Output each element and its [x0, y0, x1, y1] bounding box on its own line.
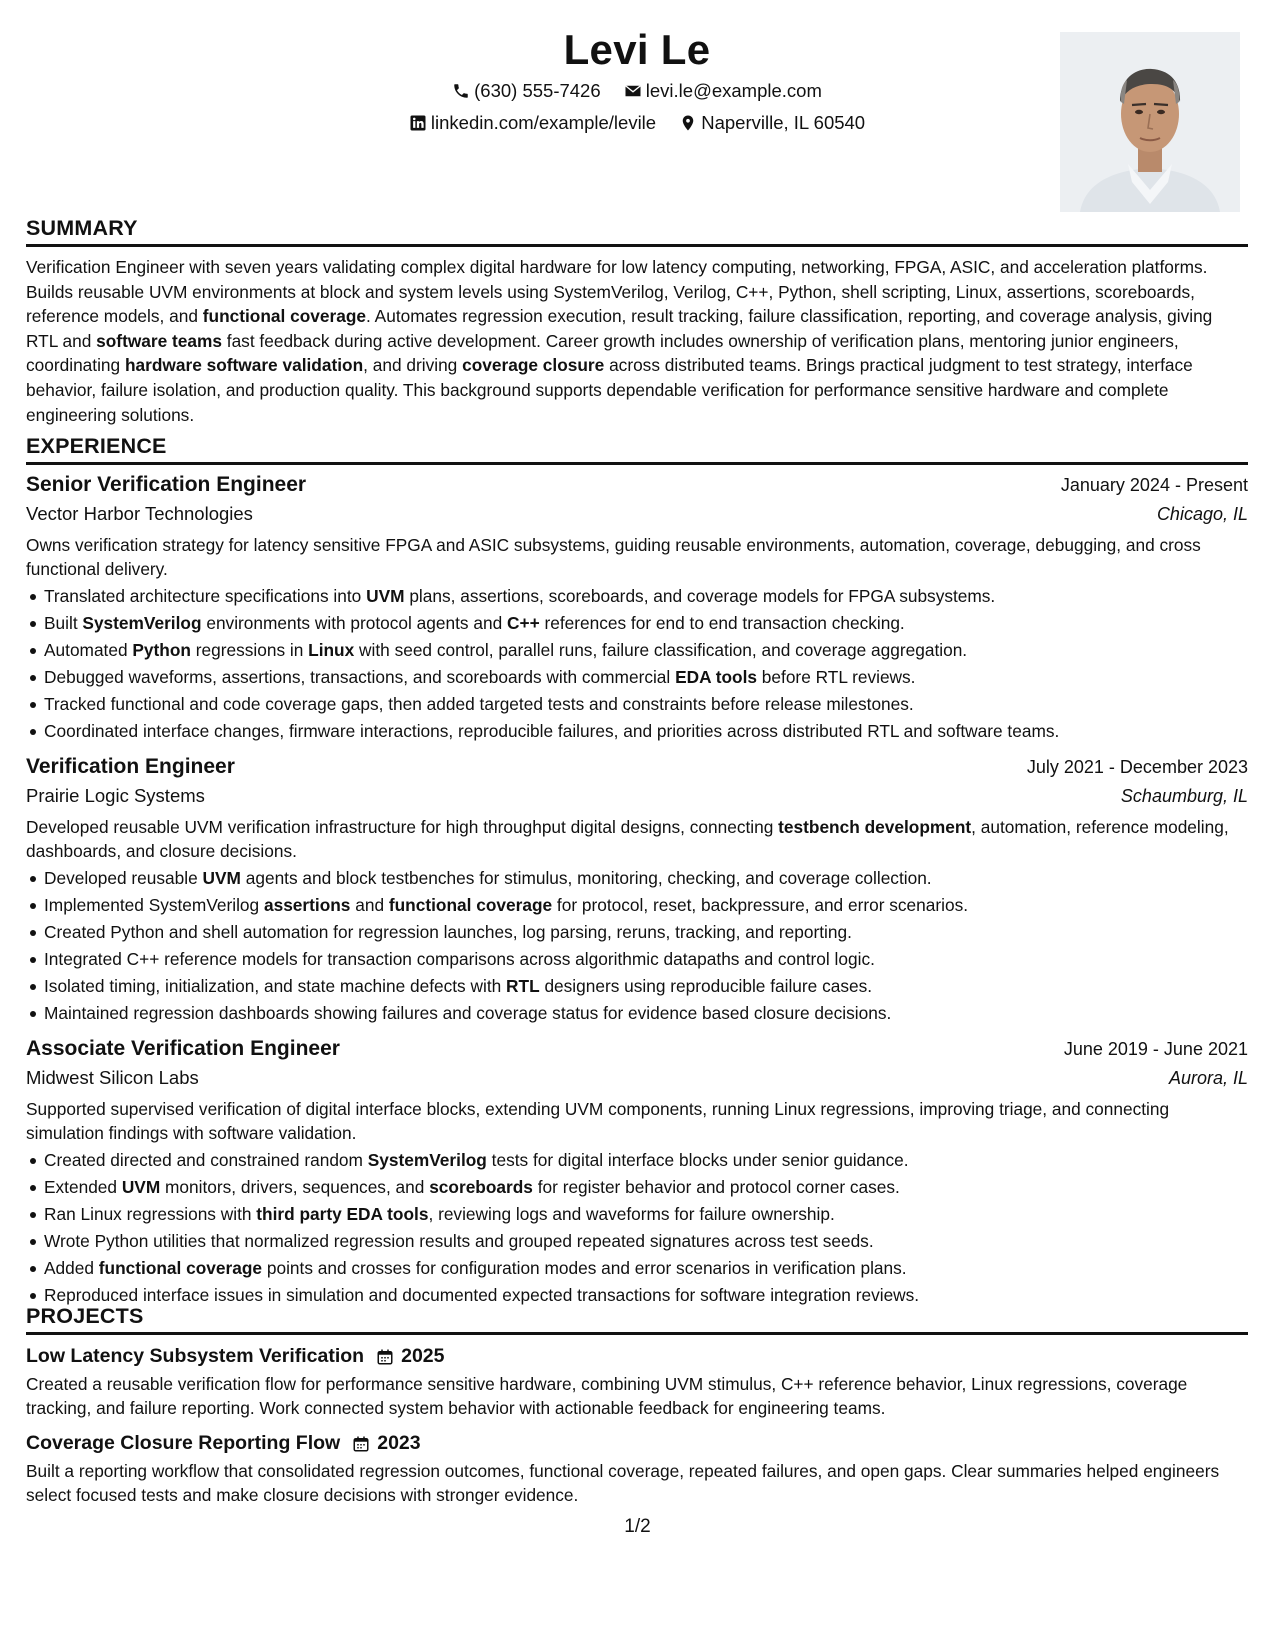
project-entry — [26, 1345, 1248, 1420]
calendar-icon — [352, 1435, 370, 1453]
summary-section — [26, 216, 1248, 427]
bullet-item: Maintained regression dashboards showing failures and coverage status for evidence based closure decisions. — [26, 1000, 1248, 1027]
job-company: Vector Harbor Technologies — [26, 503, 253, 524]
bold-keyword: functional coverage — [202, 306, 367, 327]
job-company: Midwest Silicon Labs — [26, 1067, 199, 1088]
job-title-row — [26, 1037, 1248, 1061]
bullet-item: Tracked functional and code coverage gaps, then added targeted tests and constraints before release milestones. — [26, 691, 1248, 718]
bold-keyword: UVM — [121, 1177, 161, 1197]
bold-keyword: C++ — [507, 613, 540, 633]
project-description: Built a reporting workflow that consolidated regression outcomes, functional coverage, repeated failures, and open gaps. Clear summaries helped engineers select focused tests and make closure decisions with stronger evidence. — [26, 1461, 1220, 1505]
project-year: 2023 — [377, 1432, 421, 1454]
bold-keyword: EDA tools — [675, 667, 757, 687]
projects-heading: PROJECTS — [26, 1304, 1248, 1335]
projects-section — [26, 1304, 1248, 1507]
project-entry — [26, 1432, 1248, 1507]
job-entry — [26, 473, 1248, 745]
job-description: Owns verification strategy for latency sensitive FPGA and ASIC subsystems, guiding reusable environments, automation, coverage, debugging, and cross functional delivery. — [26, 535, 1201, 579]
bullet-item: Created directed and constrained random SystemVerilog tests for digital interface blocks under senior guidance. — [26, 1147, 1248, 1174]
bullet-item: Implemented SystemVerilog assertions and functional coverage for protocol, reset, backpressure, and error scenarios. — [26, 892, 1248, 919]
bullet-item: Ran Linux regressions with third party EDA tools, reviewing logs and waveforms for failure ownership. — [26, 1201, 1248, 1228]
profile-photo — [1060, 32, 1240, 212]
phone-contact — [452, 80, 601, 102]
map-pin-icon — [679, 114, 697, 132]
bold-keyword: SystemVerilog — [82, 613, 202, 633]
job-bullets — [26, 583, 1248, 745]
phone-text: (630) 555-7426 — [474, 80, 601, 101]
job-title: Verification Engineer — [26, 755, 235, 778]
bold-keyword: functional coverage — [98, 1258, 263, 1278]
bullet-item: Translated architecture specifications into UVM plans, assertions, scoreboards, and coverage models for FPGA subsystems. — [26, 583, 1248, 610]
location-contact — [679, 112, 865, 134]
job-location: Chicago, IL — [1156, 504, 1248, 524]
calendar-icon — [376, 1348, 394, 1366]
location-text: Naperville, IL 60540 — [701, 112, 866, 133]
experience-section — [26, 434, 1248, 1309]
job-location: Schaumburg, IL — [1120, 786, 1248, 806]
job-bullets — [26, 865, 1248, 1027]
project-year: 2025 — [401, 1345, 445, 1367]
linkedin-icon — [409, 114, 427, 132]
job-company: Prairie Logic Systems — [26, 785, 205, 806]
project-description: Created a reusable verification flow for performance sensitive hardware, combining UVM stimulus, C++ reference behavior, Linux regressions, coverage tracking, and failure reporting. Work connected system behavior with actionable feedback for engineering teams. — [26, 1374, 1188, 1418]
bold-keyword: software teams — [96, 330, 222, 351]
job-bullets — [26, 1147, 1248, 1309]
portrait-image — [1060, 32, 1240, 212]
page-number: 1/2 — [624, 1516, 651, 1537]
job-entry — [26, 755, 1248, 1027]
bold-keyword: scoreboards — [429, 1177, 533, 1197]
project-header — [26, 1345, 1248, 1368]
experience-heading: EXPERIENCE — [26, 434, 1248, 465]
job-dates: January 2024 - Present — [1060, 475, 1248, 495]
envelope-icon — [624, 82, 642, 100]
bullet-item: Developed reusable UVM agents and block testbenches for stimulus, monitoring, checking, and coverage collection. — [26, 865, 1248, 892]
bullet-item: Coordinated interface changes, firmware interactions, reproducible failures, and priorities across distributed RTL and software teams. — [26, 718, 1248, 745]
bullet-item: Integrated C++ reference models for transaction comparisons across algorithmic datapaths and control logic. — [26, 946, 1248, 973]
bold-keyword: Python — [132, 640, 191, 660]
bold-keyword: functional coverage — [388, 895, 553, 915]
bold-keyword: assertions — [263, 895, 351, 915]
bullet-item: Added functional coverage points and crosses for configuration modes and error scenarios in verification plans. — [26, 1255, 1248, 1282]
bullet-item: Isolated timing, initialization, and state machine defects with RTL designers using reproducible failure cases. — [26, 973, 1248, 1000]
bold-keyword: coverage closure — [462, 355, 605, 376]
linkedin-contact[interactable] — [409, 112, 656, 134]
bold-keyword: UVM — [366, 586, 405, 606]
bold-keyword: Linux — [308, 640, 355, 660]
candidate-name: Levi Le — [563, 26, 711, 73]
bold-keyword: SystemVerilog — [367, 1150, 487, 1170]
bullet-item: Created Python and shell automation for regression launches, log parsing, reruns, tracking, and reporting. — [26, 919, 1248, 946]
linkedin-text: linkedin.com/example/levile — [430, 112, 657, 133]
phone-icon — [452, 82, 470, 100]
summary-heading: SUMMARY — [26, 216, 1248, 247]
project-name: Low Latency Subsystem Verification — [26, 1345, 365, 1367]
project-header — [26, 1432, 1248, 1455]
job-dates: June 2019 - June 2021 — [1063, 1039, 1248, 1059]
bullet-item: Extended UVM monitors, drivers, sequences, and scoreboards for register behavior and protocol corner cases. — [26, 1174, 1248, 1201]
bullet-item: Debugged waveforms, assertions, transactions, and scoreboards with commercial EDA tools before RTL reviews. — [26, 664, 1248, 691]
job-title: Senior Verification Engineer — [26, 473, 307, 496]
job-company-row — [26, 503, 1248, 525]
job-description: Supported supervised verification of digital interface blocks, extending UVM components, running Linux regressions, improving triage, and connecting simulation findings with software validation. — [26, 1099, 1170, 1143]
summary-text: Verification Engineer with seven years validating complex digital hardware for low latency computing, networking, FPGA, ASIC, and acceleration platforms. Builds reusable UVM environments at block and system levels using SystemVerilog, Verilog, C++, Python, shell scripting, Linux, assertions, scoreboards, reference models, and functional coverage. Automates regression execution, result tracking, failure classification, reporting, and coverage analysis, giving RTL and software teams fast feedback during active development. Career growth includes ownership of verification plans, mentoring junior engineers, coordinating hardware software validation, and driving coverage closure across distributed teams. Brings practical judgment to test strategy, interface behavior, failure isolation, and production quality. This background supports dependable verification for performance sensitive hardware and complete engineering solutions. — [26, 257, 1213, 425]
job-entry — [26, 1037, 1248, 1309]
bullet-item: Built SystemVerilog environments with protocol agents and C++ references for end to end transaction checking. — [26, 610, 1248, 637]
bullet-item: Reproduced interface issues in simulation and documented expected transactions for software integration reviews. — [26, 1282, 1248, 1309]
bold-keyword: RTL — [506, 976, 540, 996]
bold-keyword: testbench development — [778, 817, 972, 837]
bold-keyword: third party EDA tools — [256, 1204, 429, 1224]
email-contact[interactable] — [624, 80, 822, 102]
email-text: levi.le@example.com — [645, 80, 822, 101]
job-dates: July 2021 - December 2023 — [1026, 757, 1248, 777]
job-location: Aurora, IL — [1168, 1068, 1248, 1088]
project-name: Coverage Closure Reporting Flow — [26, 1432, 341, 1454]
resume-header — [26, 22, 1248, 212]
job-description: Developed reusable UVM verification infrastructure for high throughput digital designs, connecting testbench development, automation, reference modeling, dashboards, and closure decisions. — [26, 817, 1229, 861]
job-title: Associate Verification Engineer — [26, 1037, 340, 1060]
job-title-row — [26, 755, 1248, 779]
bullet-item: Automated Python regressions in Linux with seed control, parallel runs, failure classification, and coverage aggregation. — [26, 637, 1248, 664]
job-company-row — [26, 785, 1248, 807]
bold-keyword: UVM — [202, 868, 241, 888]
job-title-row — [26, 473, 1248, 497]
bold-keyword: hardware software validation — [124, 355, 364, 376]
bullet-item: Wrote Python utilities that normalized regression results and grouped repeated signatures across test seeds. — [26, 1228, 1248, 1255]
job-company-row — [26, 1067, 1248, 1089]
